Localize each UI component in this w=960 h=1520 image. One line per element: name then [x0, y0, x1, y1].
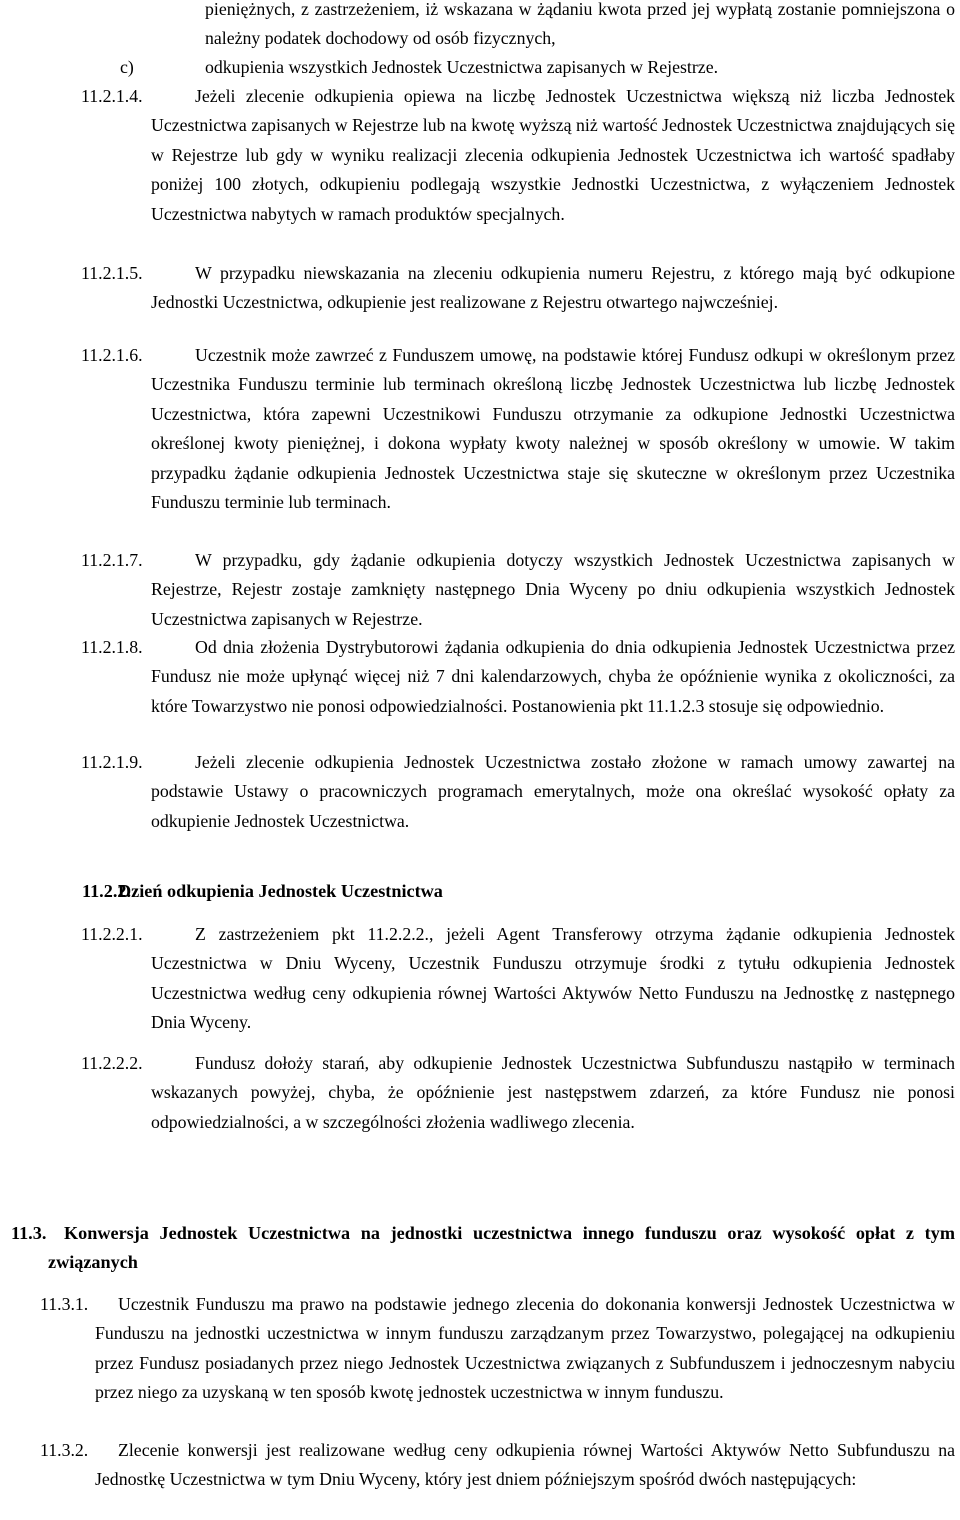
- section-number: 11.2.2.2.: [81, 1053, 143, 1073]
- heading-text: Dzień odkupienia Jednostek Uczestnictwa: [118, 881, 443, 901]
- paragraph-text: W przypadku, gdy żądanie odkupienia dotyczy wszystkich Jednostek Uczestnictwa zapisanych w Rejestrze, Rejestr zostaje zamknięty następnego Dnia Wyceny po dniu odkupienia wszystkich Jednostek Uczestnictwa zapisanych w Rejestrze.: [151, 550, 955, 629]
- section-number: 11.2.2.: [82, 881, 132, 901]
- section-number: 11.3.2.: [40, 1440, 89, 1460]
- section-number: 11.2.1.6.: [81, 345, 143, 365]
- section-11-2-2-2: [81, 1049, 955, 1137]
- paragraph-continuation: [205, 0, 955, 54]
- section-11-2-1-9: [81, 748, 955, 836]
- paragraph-text: Jeżeli zlecenie odkupienia Jednostek Uczestnictwa zostało złożone w ramach umowy zawartej na podstawie Ustawy o pracowniczych programach emerytalnych, może ona określać wysokość opłaty za odkupienie Jednostek Uczestnictwa.: [151, 752, 955, 831]
- paragraph-text: Zlecenie konwersji jest realizowane według ceny odkupienia równej Wartości Aktywów Netto Subfunduszu na Jednostkę Uczestnictwa w tym Dniu Wyceny, który jest dniem późniejszym spośród dwóch następujących:: [95, 1440, 955, 1490]
- section-number: 11.2.1.8.: [81, 637, 143, 657]
- paragraph-text: Od dnia złożenia Dystrybutorowi żądania odkupienia do dnia odkupienia Jednostek Uczestnictwa przez Fundusz nie może upłynąć więcej niż 7 dni kalendarzowych, chyba że opóźnienie wynika z okoliczności, za które Towarzystwo nie ponosi odpowiedzialności. Postanowienia pkt 11.1.2.3 stosuje się odpowiednio.: [151, 637, 955, 716]
- section-number: 11.2.1.7.: [81, 550, 143, 570]
- paragraph-text: W przypadku niewskazania na zleceniu odkupienia numeru Rejestru, z którego mają być odkupione Jednostki Uczestnictwa, odkupienie jest realizowane z Rejestru otwartego najwcześniej.: [151, 263, 955, 313]
- paragraph-text: odkupienia wszystkich Jednostek Uczestnictwa zapisanych w Rejestrze.: [205, 57, 719, 77]
- section-number: 11.2.2.1.: [81, 924, 143, 944]
- section-number: 11.3.: [11, 1223, 47, 1243]
- paragraph-text: Uczestnik Funduszu ma prawo na podstawie jednego zlecenia do dokonania konwersji Jednostek Uczestnictwa w Funduszu na jednostki uczestnictwa w innym funduszu zarządzanym przez Towarzystwo, polegającej na odkupieniu przez Fundusz posiadanych przez niego Jednostek Uczestnictwa związanych z Subfunduszem i jednoczesnym nabyciu przez niego za uzyskaną w ten sposób kwotę jednostek uczestnictwa w innym funduszu.: [95, 1294, 955, 1403]
- section-heading-11-3: [11, 1219, 955, 1278]
- list-item-c: [120, 53, 955, 82]
- heading-text: Konwersja Jednostek Uczestnictwa na jednostki uczestnictwa innego funduszu oraz wysokość opłat z tym związanych: [48, 1223, 955, 1273]
- section-11-2-1-5: [81, 259, 955, 318]
- section-11-3-1: [40, 1290, 955, 1408]
- section-11-2-1-4: [81, 82, 955, 229]
- section-number: 11.2.1.9.: [81, 752, 143, 772]
- section-11-2-1-8: [81, 633, 955, 721]
- item-number: c): [120, 57, 134, 77]
- paragraph-text: Jeżeli zlecenie odkupienia opiewa na liczbę Jednostek Uczestnictwa większą niż liczba Jednostek Uczestnictwa zapisanych w Rejestrze lub na kwotę wyższą niż wartość Jednostek Uczestnictwa znajdujących się w Rejestrze lub gdy w wyniku realizacji zlecenia odkupienia Jednostek Uczestnictwa ich wartość spadłaby poniżej 100 złotych, odkupieniu podlegają wszystkie Jednostki Uczestnictwa, z wyłączeniem Jednostek Uczestnictwa nabytych w ramach produktów specjalnych.: [151, 86, 955, 224]
- section-number: 11.2.1.5.: [81, 263, 143, 283]
- section-11-2-1-7: [81, 546, 955, 634]
- section-11-2-1-6: [81, 341, 955, 517]
- section-11-3-2: [40, 1436, 955, 1495]
- paragraph-text: pieniężnych, z zastrzeżeniem, iż wskazana w żądaniu kwota przed jej wypłatą zostanie pomniejszona o należny podatek dochodowy od osób fizycznych,: [205, 0, 955, 49]
- section-11-2-2-1: [81, 920, 955, 1038]
- section-number: 11.2.1.4.: [81, 86, 143, 106]
- paragraph-text: Fundusz dołoży starań, aby odkupienie Jednostek Uczestnictwa Subfunduszu nastąpiło w terminach wskazanych powyżej, chyba, że opóźnienie jest następstwem zdarzeń, za które Fundusz nie ponosi odpowiedzialności, a w szczególności złożenia wadliwego zlecenia.: [151, 1053, 955, 1132]
- section-number: 11.3.1.: [40, 1294, 89, 1314]
- paragraph-text: Z zastrzeżeniem pkt 11.2.2.2., jeżeli Agent Transferowy otrzyma żądanie odkupienia Jednostek Uczestnictwa w Dniu Wyceny, Uczestnik Funduszu otrzymuje środki z tytułu odkupienia Jednostek Uczestnictwa według ceny odkupienia równej Wartości Aktywów Netto Funduszu na Jednostkę z następnego Dnia Wyceny.: [151, 924, 955, 1033]
- paragraph-text: Uczestnik może zawrzeć z Funduszem umowę, na podstawie której Fundusz odkupi w określonym przez Uczestnika Funduszu terminie lub terminach określoną liczbę Jednostek Uczestnictwa lub liczbę Jednostek Uczestnictwa, która zapewni Uczestnikowi Funduszu otrzymanie za odkupione Jednostki Uczestnictwa określonej kwoty pieniężnej, i dokona wypłaty kwoty należnej w sposób określony w umowie. W takim przypadku żądanie odkupienia Jednostek Uczestnictwa staje się skuteczne w określonym przez Uczestnika Funduszu terminie lub terminach.: [151, 345, 955, 513]
- section-heading-11-2-2: [82, 877, 955, 906]
